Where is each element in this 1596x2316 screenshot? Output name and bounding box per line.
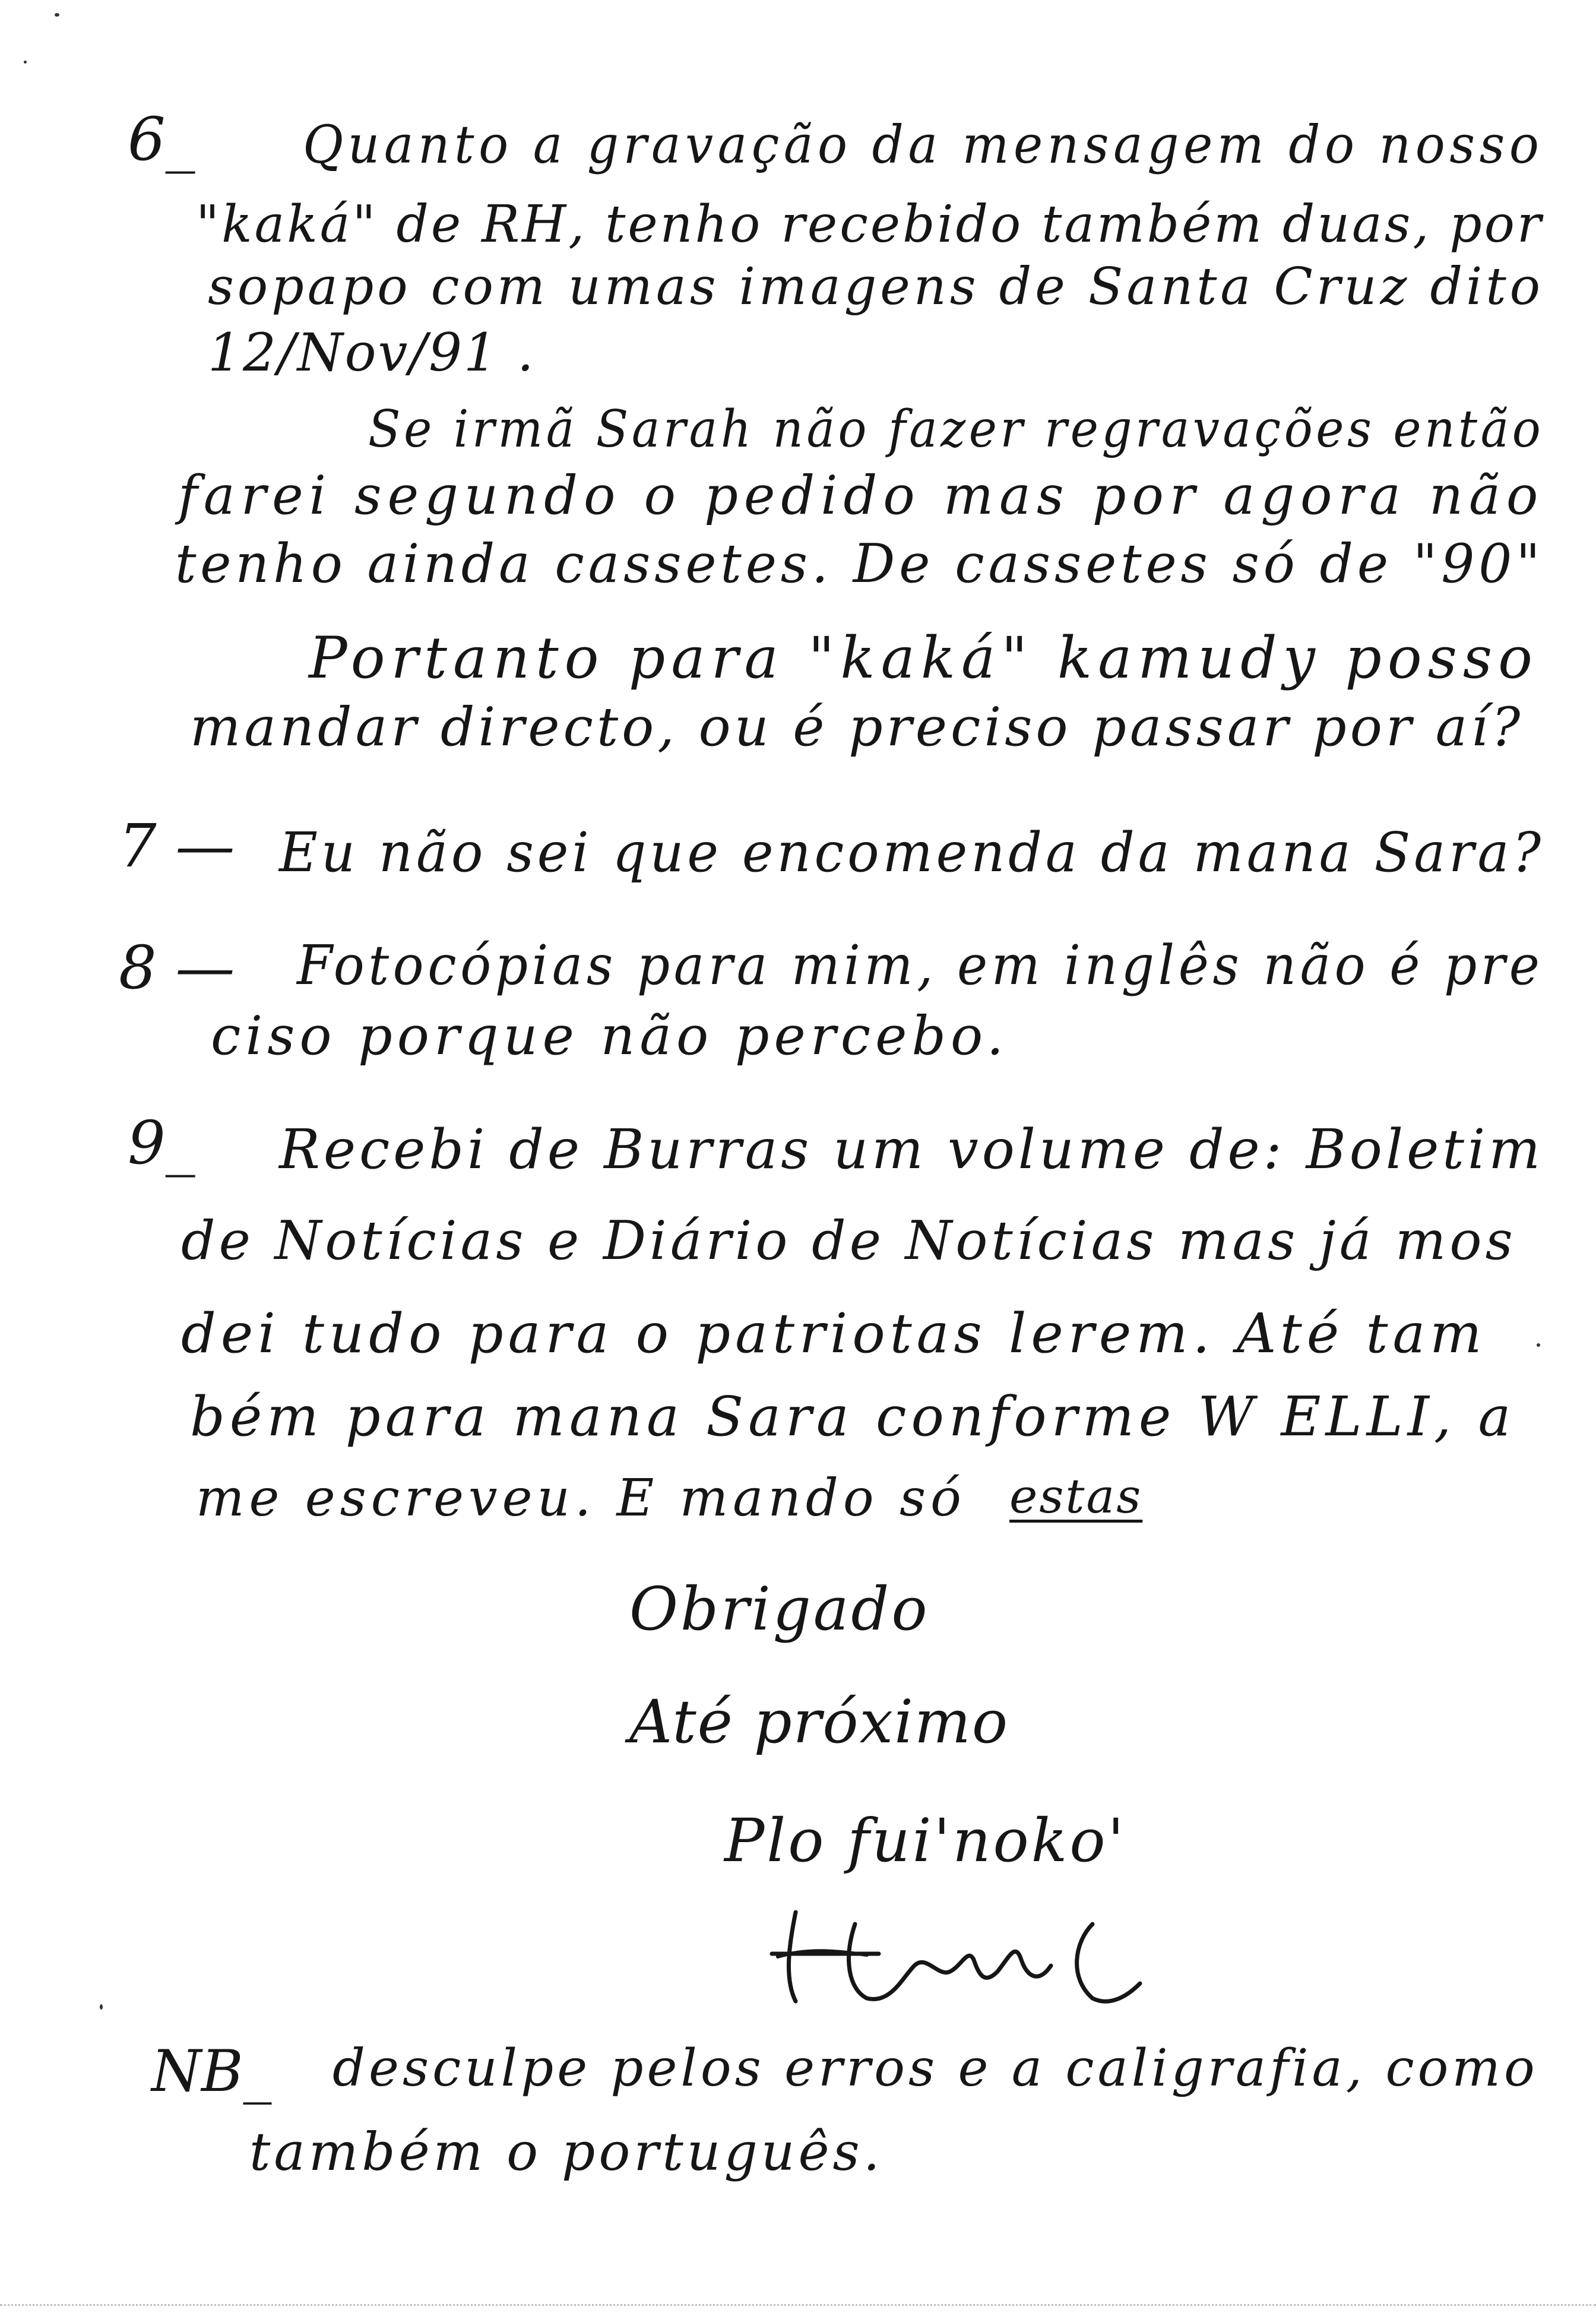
note-line-1: desculpe pelos erros e a caligrafia, como xyxy=(332,2039,1538,2098)
item-6-line-5: Se irmã Sarah não fazer regravações então xyxy=(368,400,1544,459)
item-9-line-3: dei tudo para o patriotas lerem. Até tam xyxy=(181,1302,1487,1365)
scan-speck xyxy=(24,61,27,64)
item-6-line-1: Quanto a gravação da mensagem do nosso xyxy=(303,114,1544,175)
item-6-line-7: tenho ainda cassetes. De cassetes só de "90" xyxy=(175,533,1544,595)
signature-text xyxy=(772,1909,1141,1966)
closing-thanks: Obrigado xyxy=(629,1574,930,1644)
item-8-line-1: Fotocópias para mim, em inglês não é pre xyxy=(297,934,1544,997)
item-6-line-4: 12/Nov/91 . xyxy=(208,322,536,383)
item-9-line-5: me escreveu. E mando só xyxy=(196,1469,966,1528)
item-8-line-2: ciso porque não percebo. xyxy=(211,1005,1009,1067)
closing-until: Até próximo xyxy=(629,1687,1009,1757)
item-6-line-9: mandar directo, ou é preciso passar por aí? xyxy=(190,696,1524,758)
item-9-line-1: Recebi de Burras um volume de: Boletim xyxy=(279,1118,1544,1181)
item-6-line-3: sopapo com umas imagens de Santa Cruz dito xyxy=(208,257,1544,317)
item-8-number: 8 — xyxy=(119,933,235,1002)
closing-name: Plo fui'noko' xyxy=(724,1806,1127,1875)
scan-speck xyxy=(100,2004,103,2010)
note-label: NB_ xyxy=(151,2038,272,2105)
note-line-2: também o português. xyxy=(249,2121,884,2182)
item-7-line: Eu não sei que encomenda da mana Sara? xyxy=(279,821,1544,884)
item-9-line-4: bém para mana Sara conforme W ELLI, a xyxy=(190,1385,1516,1448)
scan-speck xyxy=(55,13,59,17)
item-6-line-6: farei segundo o pedido mas por agora não xyxy=(178,464,1544,527)
scan-speck xyxy=(1537,1343,1540,1347)
scan-bottom-edge xyxy=(0,2304,1596,2308)
item-6-line-8: Portanto para "kaká" kamudy posso xyxy=(309,625,1538,691)
item-7-number: 7 — xyxy=(119,811,235,881)
item-6-number: 6_ xyxy=(128,105,195,174)
item-9-number: 9_ xyxy=(128,1108,195,1178)
item-6-line-2: "kaká" de RH, tenho recebido também duas, por xyxy=(196,195,1544,254)
item-9-line-2: de Notícias e Diário de Notícias mas já mos xyxy=(181,1210,1516,1272)
item-9-underlined-word: estas xyxy=(1009,1469,1143,1524)
